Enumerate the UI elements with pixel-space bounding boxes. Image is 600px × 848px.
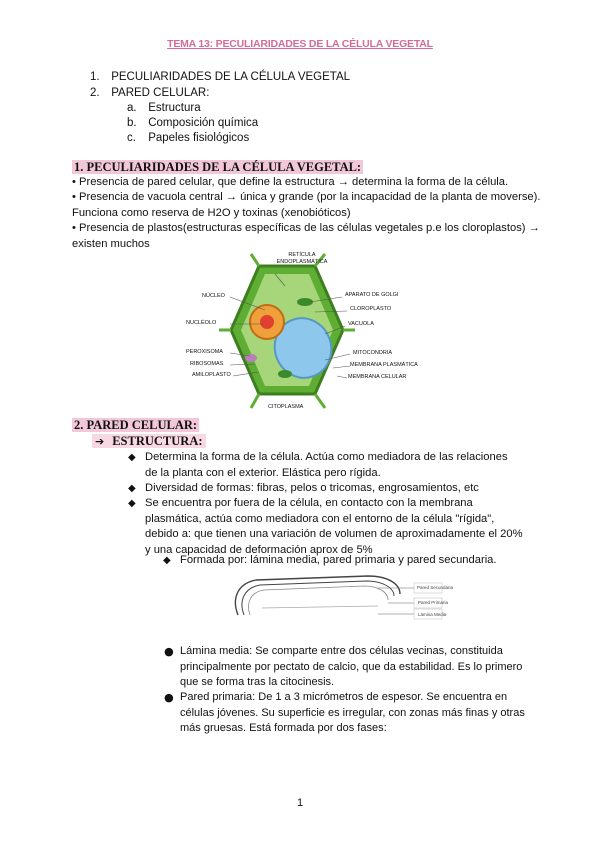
label-amiloplasto: AMILOPLASTO <box>192 372 231 378</box>
page-number: 1 <box>296 797 304 809</box>
toc-text: PARED CELULAR: <box>111 87 210 99</box>
label-nucleo: NÚCLEO <box>202 293 225 299</box>
dot-text: Pared primaria: De 1 a 3 micrómetros de espesor. Se encuentra en células jóvenes. Su superficie es irregular, con zonas más finas y otras más gruesas. Está formada por dos fases: <box>180 691 525 734</box>
diamond-bullet <box>128 496 136 512</box>
toc-letter: a. <box>127 102 137 114</box>
diamond-icon: ◆ <box>163 555 171 566</box>
label-nucleolo: NUCLÉOLO <box>186 320 217 326</box>
sub-diamond-text: Formada por: lámina media, pared primaria y pared secundaria. <box>180 554 497 566</box>
toc-sub-item <box>127 116 258 132</box>
diamond-text: Diversidad de formas: fibras, pelos o tricomas, engrosamientos, etc <box>145 482 479 494</box>
toc-sub-item <box>127 101 201 117</box>
label-lamina-media: Lámina Media <box>418 612 447 617</box>
diamond-bullet <box>128 450 136 466</box>
toc-number: 2. <box>90 87 100 99</box>
estructura-subheading-highlight <box>92 434 206 448</box>
toc-text: Estructura <box>148 102 201 114</box>
cell-wall-diagram <box>228 570 443 622</box>
dot-icon: ● <box>164 691 174 704</box>
section-2-heading-text: 2. PARED CELULAR: <box>74 418 198 432</box>
section-1-bullet: • Presencia de plastos(estructuras específicas de las células vegetales p.e los cloroplastos) → existen muchos <box>72 222 540 250</box>
diamond-icon: ◆ <box>128 483 136 494</box>
section-2-heading <box>72 418 199 433</box>
label-citoplasma: CITOPLASMA <box>268 404 304 410</box>
dot-icon: ● <box>164 645 174 658</box>
diamond-icon: ◆ <box>128 498 136 509</box>
arrow-icon: ➔ <box>95 435 105 448</box>
toc-text: Papeles fisiológicos <box>148 132 250 144</box>
section-1-bullet: • Presencia de pared celular, que define la estructura → determina la forma de la célula. <box>72 176 509 188</box>
plant-cell-diagram <box>175 250 430 415</box>
toc-item <box>90 70 350 86</box>
diamond-icon: ◆ <box>128 452 136 463</box>
dot-bullet <box>164 644 174 661</box>
diamond-bullet <box>128 481 136 497</box>
toc-text: PECULIARIDADES DE LA CÉLULA VEGETAL <box>111 71 351 83</box>
label-mitocondria: MITOCONDRIA <box>353 350 393 356</box>
diamond-text: Se encuentra por fuera de la célula, en contacto con la membrana plasmática, actúa como mediadora con el entorno de la célula "rígida", debido a: que tienen una variación de volumen de aproximadamente el 20% y una capacidad de deformación aprox de 5% <box>145 497 523 556</box>
toc-sub-item <box>127 131 249 147</box>
label-er: RETÍCULA ENDOPLASMÁTICA <box>276 252 328 265</box>
section-1-heading-text: 1. PECULIARIDADES DE LA CÉLULA VEGETAL: <box>74 160 362 174</box>
sub-diamond-bullet <box>163 553 171 569</box>
label-membrana-plasmatica: MEMBRANA PLASMÁTICA <box>350 362 418 368</box>
section-1-heading <box>72 160 363 175</box>
label-pared-secundaria: Pared Secundaria <box>417 585 454 590</box>
label-pared-primaria: Pared Primaria <box>418 600 449 605</box>
label-cloroplasto: CLOROPLASTO <box>350 306 392 312</box>
label-peroxisoma: PEROXISOMA <box>186 349 223 355</box>
document-title: TEMA 13: PECULIARIDADES DE LA CÉLULA VEGETAL <box>167 38 433 50</box>
toc-item <box>90 86 209 102</box>
section-1-bullet: • Presencia de vacuola central → única y grande (por la incapacidad de la planta de moverse). Funciona como reserva de H2O y toxinas (xenobióticos) <box>72 191 541 219</box>
label-ribosomas: RIBOSOMAS <box>190 361 224 367</box>
label-golgi: APARATO DE GOLGI <box>345 292 399 298</box>
toc-letter: b. <box>127 117 137 129</box>
toc-letter: c. <box>127 132 136 144</box>
dot-text: Lámina media: Se comparte entre dos células vecinas, constituida principalmente por pectato de calcio, que da estabilidad. Es lo primero que se forma tras la citocinesis. <box>180 645 523 688</box>
dot-bullet <box>164 690 174 707</box>
label-membrana-celular: MEMBRANA CELULAR <box>348 374 407 380</box>
estructura-subheading <box>92 434 206 449</box>
label-vacuola: VACUOLA <box>348 321 374 327</box>
toc-number: 1. <box>90 71 100 83</box>
estructura-subheading-text: ESTRUCTURA: <box>112 434 203 448</box>
toc-text: Composición química <box>148 117 259 129</box>
diamond-text: Determina la forma de la célula. Actúa como mediadora de las relaciones de la planta con el exterior. Elástica pero rígida. <box>145 451 508 479</box>
